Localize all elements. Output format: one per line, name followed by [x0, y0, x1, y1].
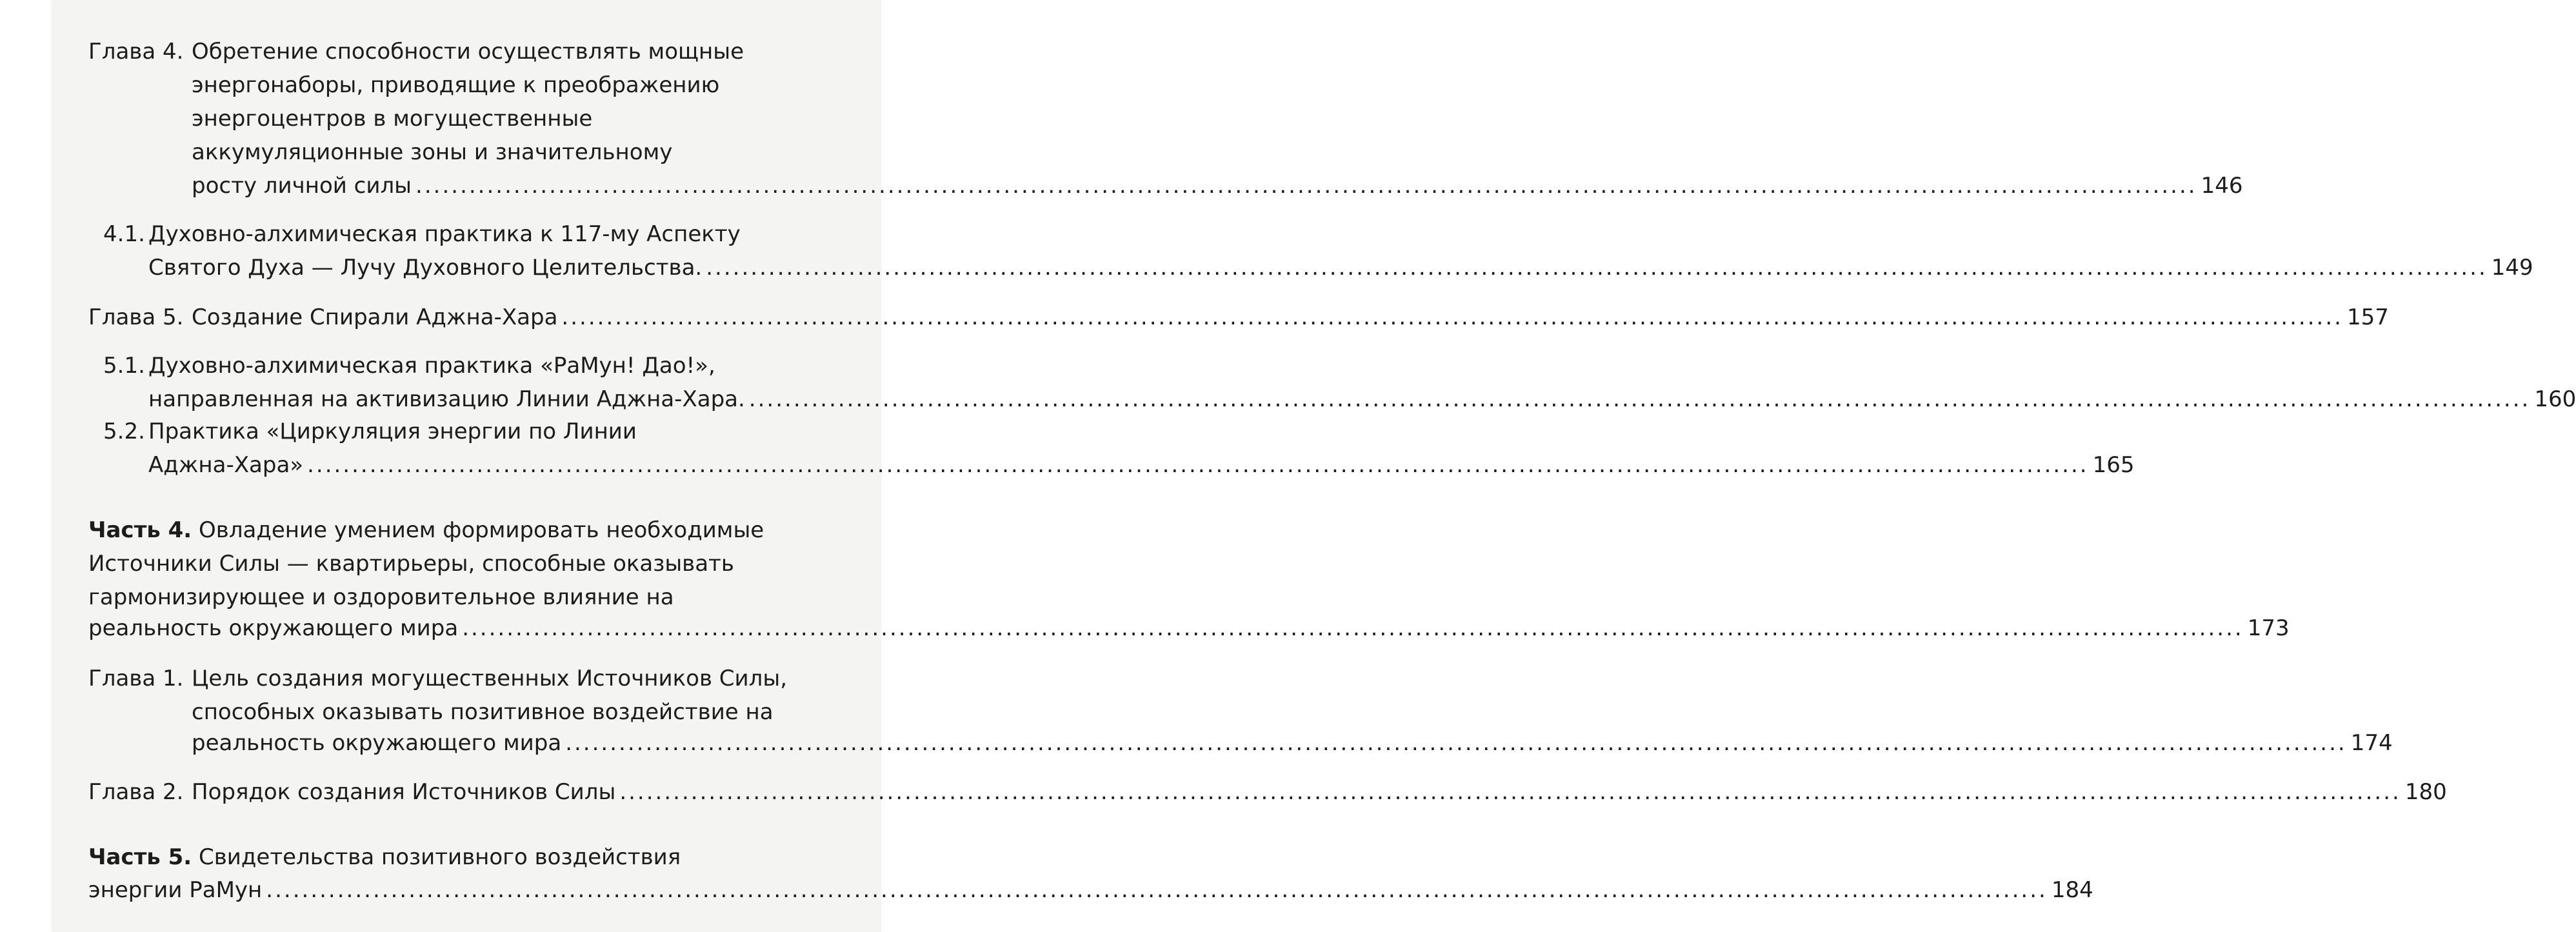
toc-page-number: 173: [2247, 615, 2290, 641]
toc-title-line: Обретение способности осуществлять мощные: [192, 39, 744, 64]
toc-label: 5.1.: [103, 353, 145, 379]
toc-title-line: гармонизирующее и оздоровительное влияние на: [88, 584, 674, 610]
toc-title-line: Духовно-алхимическая практика «РаМун! Дао!»,: [148, 353, 715, 379]
toc-part-first-line: [88, 516, 764, 544]
toc-entry-last-line: [88, 303, 2389, 332]
toc-page-number: 165: [2092, 452, 2135, 478]
toc-label: Часть 4.: [88, 517, 192, 543]
toc-title-line: Создание Спирали Аджна-Хара: [192, 304, 558, 330]
toc-page-number: 184: [2051, 877, 2093, 903]
toc-title-line: энергии РаМун: [88, 877, 263, 903]
toc-entry-last-line: [148, 253, 2533, 282]
toc-page-number: 146: [2201, 173, 2243, 199]
toc-title-line: Порядок создания Источников Силы: [192, 779, 616, 805]
toc-title-line: Духовно-алхимическая практика к 117-му Аспекту: [148, 221, 741, 247]
toc-label: Глава 1.: [88, 666, 184, 691]
dot-leader: ........................................................................................................................................................................................................: [565, 730, 2347, 756]
toc-label: Часть 5.: [88, 844, 192, 870]
toc-label: Глава 4.: [88, 39, 184, 64]
toc-page-number: 174: [2350, 730, 2393, 756]
dot-leader: ........................................................................................................................................................................................................: [706, 255, 2488, 281]
toc-label: 4.1.: [103, 221, 145, 247]
toc-entry-last-line: [192, 172, 2243, 200]
toc-title-line: направленная на активизацию Линии Аджна-Хара.: [148, 386, 745, 412]
toc-title-line: Практика «Циркуляция энергии по Линии: [148, 419, 637, 444]
toc-page-number: 180: [2404, 779, 2447, 805]
toc-page-number: 149: [2491, 255, 2533, 281]
dot-leader: ........................................................................................................................................................................................................: [415, 173, 2197, 199]
dot-leader: ........................................................................................................................................................................................................: [462, 615, 2244, 641]
toc-title-line: способных оказывать позитивное воздействие на: [192, 699, 774, 725]
toc-title-line: энергонаборы, приводящие к преображению: [192, 72, 720, 98]
toc-title-line: аккумуляционные зоны и значительному: [192, 139, 673, 165]
toc-entry-last-line: [192, 729, 2393, 757]
toc-entry-last-line: [88, 614, 2290, 642]
toc-entry-last-line: [148, 385, 2576, 413]
toc-title-line: энергоцентров в могущественные: [192, 106, 593, 132]
toc-title-line: Источники Силы — квартирьеры, способные оказывать: [88, 551, 734, 577]
dot-leader: ........................................................................................................................................................................................................: [266, 877, 2048, 903]
toc-title-line: реальность окружающего мира: [192, 730, 562, 756]
toc-entry-last-line: [88, 778, 2447, 806]
toc-title-line: Святого Духа — Лучу Духовного Целительства.: [148, 255, 703, 281]
toc-title-line: Цель создания могущественных Источников Силы,: [192, 666, 788, 691]
dot-leader: ........................................................................................................................................................................................................: [561, 304, 2343, 330]
toc-title-line: Аджна-Хара»: [148, 452, 304, 478]
toc-page-number: 157: [2346, 304, 2389, 330]
toc-title-line: Овладение умением формировать необходимые: [199, 517, 764, 543]
toc-title-line: реальность окружающего мира: [88, 615, 459, 641]
toc-part-first-line: [88, 843, 681, 871]
toc-title-line: росту личной силы: [192, 173, 412, 199]
dot-leader: ........................................................................................................................................................................................................: [619, 779, 2401, 805]
dot-leader: ........................................................................................................................................................................................................: [307, 452, 2089, 478]
toc-title-line: Свидетельства позитивного воздействия: [199, 844, 681, 870]
toc-label: Глава 2.: [88, 779, 184, 805]
toc-entry-last-line: [88, 876, 2093, 904]
dot-leader: ........................................................................................................................................................................................................: [748, 386, 2531, 412]
toc-label: Глава 5.: [88, 304, 184, 330]
toc-label: 5.2.: [103, 419, 145, 444]
toc-page-number: 160: [2534, 386, 2576, 412]
toc-entry-last-line: [148, 451, 2135, 479]
